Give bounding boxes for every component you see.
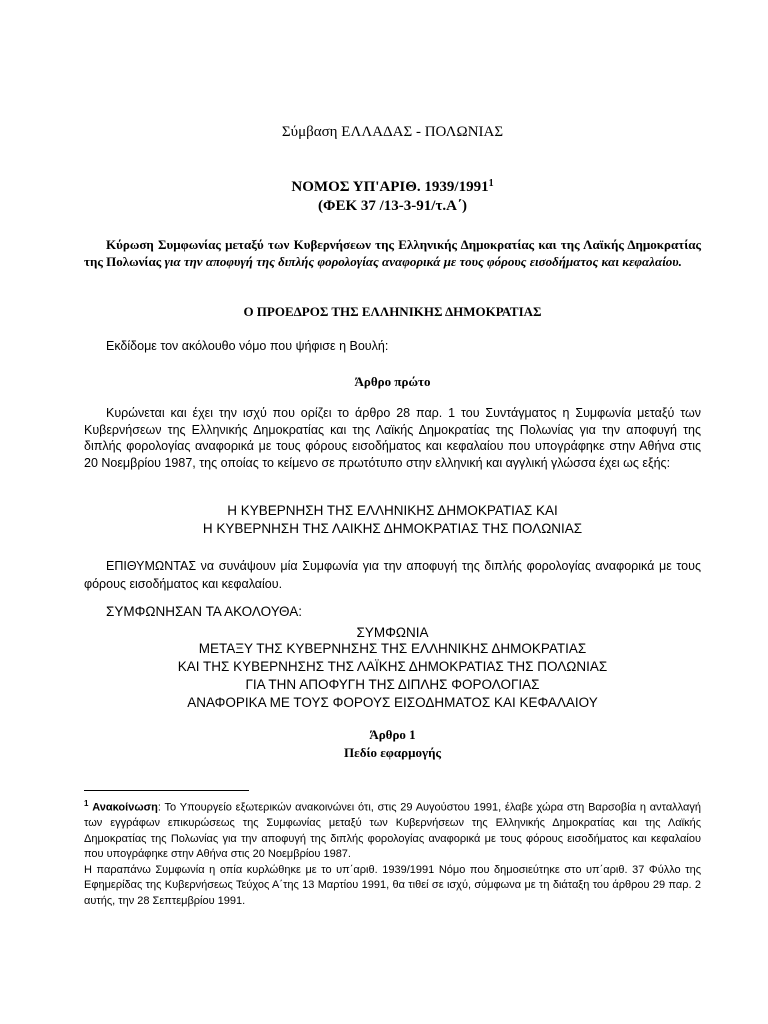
government-poland: Η ΚΥΒΕΡΝΗΣΗ ΤΗΣ ΛΑΙΚΗΣ ΔΗΜΟΚΡΑΤΙΑΣ ΤΗΣ ΠΟΛΩΝΙΑΣ	[202, 521, 583, 536]
gazette-ref: (ΦΕΚ 37 /13-3-91/τ.Α΄)	[318, 198, 467, 214]
law-number-text: ΝΟΜΟΣ ΥΠ'ΑΡΙΘ. 1939/1991	[291, 179, 489, 195]
law-header	[84, 178, 701, 216]
ratification-italic: για την αποφυγή της διπλής φορολογίας αναφορικά με τους φόρους εισοδήματος και κεφαλαίου.	[164, 253, 682, 269]
enactment-text: Εκδίδομε τον ακόλουθο νόμο που ψήφισε η Βουλή:	[106, 339, 389, 353]
agreement-title-line: ΚΑΙ ΤΗΣ ΚΥΒΕΡΝΗΣΗΣ ΤΗΣ ΛΑΪΚΗΣ ΔΗΜΟΚΡΑΤΙΑΣ ΤΗΣ ΠΟΛΩΝΙΑΣ	[177, 659, 608, 674]
footnote-number: 1	[84, 799, 89, 808]
agreement-title-line: ΓΙΑ ΤΗΝ ΑΠΟΦΥΓΗ ΤΗΣ ΔΙΠΛΗΣ ΦΟΡΟΛΟΓΙΑΣ	[245, 677, 540, 692]
footnote-label: Ανακοίνωση	[92, 801, 158, 814]
article-1-heading: Άρθρο 1	[369, 727, 416, 742]
article-first-heading: Άρθρο πρώτο	[354, 374, 431, 389]
agreed-text: ΣΥΜΦΩΝΗΣΑΝ ΤΑ ΑΚΟΛΟΥΘΑ:	[106, 604, 302, 619]
ratification-bold: Κύρωση Συμφωνίας μεταξύ των Κυβερνήσεων της Ελληνικής Δημοκρατίας και της Λαϊκής Δημοκρατίας της Πολωνίας	[84, 237, 701, 269]
article-1-heading-block	[84, 726, 701, 762]
footnote-ref[interactable]: 1	[488, 178, 494, 189]
footnote	[84, 796, 701, 909]
desiring-clause	[84, 557, 701, 593]
desiring-text: ΕΠΙΘΥΜΩΝΤΑΣ να συνάψουν μία Συμφωνία για την αποφυγή της διπλής φορολογίας αναφορικά με τους φόρους εισοδήματος και κεφαλαίου.	[84, 559, 701, 591]
article-1-subheading: Πεδίο εφαρμογής	[344, 745, 441, 760]
footnote-paragraph-2: Η παραπάνω Συμφωνία η οπία κυρλώθηκε με το υπ΄αριθ. 1939/1991 Νόμο που δημοσιεύτηκε στο υπ΄αριθ. 37 Φύλλο της Εφημερίδας της Κυβερνήσεως Τεύχος Α΄της 13 Μαρτίου 1991, θα τιθεί σε ισχύ, σύμφωνα με τη διάταξη του άρθρου 29 παρ. 2 αυτής, την 28 Σεπτεμβρίου 1991.	[84, 863, 701, 907]
footnote-paragraph-1	[84, 796, 701, 863]
document-title: Σύμβαση ΕΛΛΑΔΑΣ - ΠΟΛΩΝΙΑΣ	[281, 124, 504, 140]
enactment-formula	[84, 338, 701, 355]
agreed-clause	[84, 604, 701, 621]
ratification-heading	[84, 237, 701, 270]
government-greece: Η ΚΥΒΕΡΝΗΣΗ ΤΗΣ ΕΛΛΗΝΙΚΗΣ ΔΗΜΟΚΡΑΤΙΑΣ ΚΑΙ	[227, 503, 558, 518]
agreement-title-main: ΣΥΜΦΩΝΙΑ	[356, 625, 429, 640]
footnote-text-1: : Το Υπουργείο εξωτερικών ανακοινώνει ότι, στις 29 Αυγούστου 1991, έλαβε χώρα στη Βαρσοβία η ανταλλαγή των εγγράφων επικυρώσεως της Συμφωνίας μεταξύ των Κυβερνήσεων της Ελληνικής Δημοκρατίας και της Λαϊκής Δημοκρατίας της Πολωνίας για την αποφυγή της διπλής φορολογίας αναφορικά με τους φόρους εισοδήματος και κεφαλαίου που υπογράφηκε στην Αθήνα στις 20 Νοεμβρίου 1987.	[84, 801, 701, 861]
governments-block	[84, 502, 701, 538]
article-first-text	[84, 405, 701, 471]
footnote-separator	[84, 790, 249, 791]
law-number	[84, 178, 701, 197]
agreement-title-line: ΑΝΑΦΟΡΙΚΑ ΜΕ ΤΟΥΣ ΦΟΡΟΥΣ ΕΙΣΟΔΗΜΑΤΟΣ ΚΑΙ ΚΕΦΑΛΑΙΟΥ	[187, 695, 598, 710]
agreement-title-line: ΜΕΤΑΞΥ ΤΗΣ ΚΥΒΕΡΝΗΣΗΣ ΤΗΣ ΕΛΛΗΝΙΚΗΣ ΔΗΜΟΚΡΑΤΙΑΣ	[198, 641, 587, 656]
article-first-body: Κυρώνεται και έχει την ισχύ που ορίζει το άρθρο 28 παρ. 1 του Συντάγματος η Συμφωνία μεταξύ των Κυβερνήσεων της Ελληνικής Δημοκρατίας και της Λαϊκής Δημοκρατίας της Πολωνίας για την αποφυγή της διπλής φορολογίας αναφορικά με τους φόρους εισοδήματος και κεφαλαίου που υπογράφηκε στην Αθήνα στις 20 Νοεμβρίου 1987, της οποίας το κείμενο σε πρωτότυπο στην ελληνική και αγγλική γλώσσα έχει ως εξής:	[84, 406, 701, 470]
president-heading: Ο ΠΡΟΕΔΡΟΣ ΤΗΣ ΕΛΛΗΝΙΚΗΣ ΔΗΜΟΚΡΑΤΙΑΣ	[243, 304, 542, 319]
